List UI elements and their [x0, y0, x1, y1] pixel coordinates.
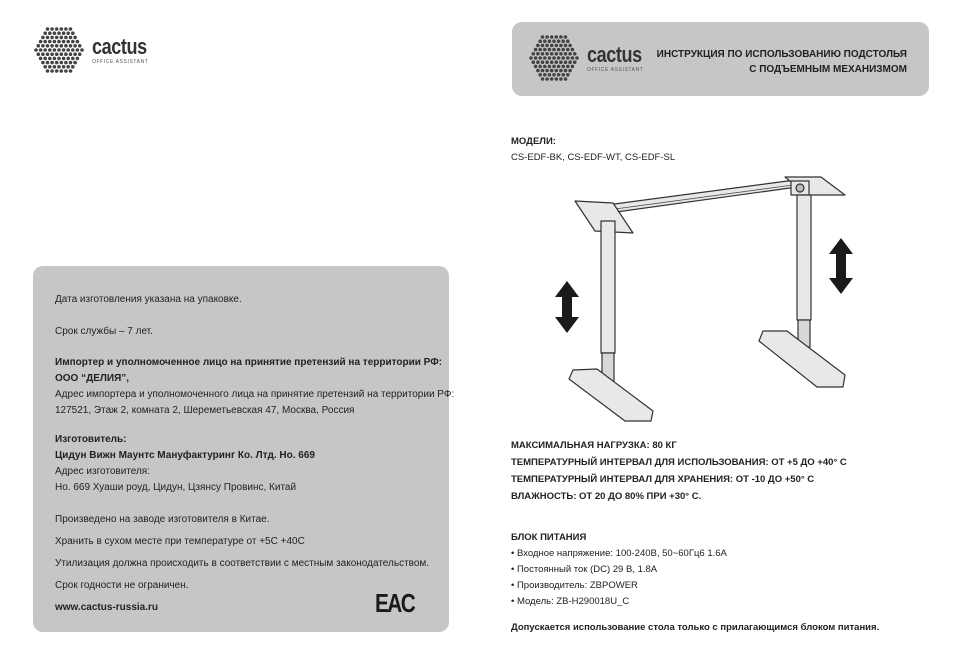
importer-address-line2: 127521, Этаж 2, комната 2, Шереметьевская 47, Москва, Россия [55, 405, 355, 416]
models-value: CS-EDF-BK, CS-EDF-WT, CS-EDF-SL [511, 152, 676, 163]
spec-temp-use: ТЕМПЕРАТУРНЫЙ ИНТЕРВАЛ ДЛЯ ИСПОЛЬЗОВАНИЯ: ОТ +5 ДО +40° С [511, 457, 847, 468]
disposal-text: Утилизация должна происходить в соответствии с местным законодательством. [55, 558, 430, 569]
models-label: МОДЕЛИ: [511, 136, 556, 147]
brand-logo-header [527, 32, 654, 84]
importer-address-line1: Адрес импортера и уполномоченного лица на принятие претензий на территории РФ: [55, 389, 455, 400]
spec-temp-storage: ТЕМПЕРАТУРНЫЙ ИНТЕРВАЛ ДЛЯ ХРАНЕНИЯ: ОТ -10 ДО +50° С [511, 474, 815, 485]
manufacture-date-text: Дата изготовления указана на упаковке. [55, 294, 242, 305]
spec-humidity: ВЛАЖНОСТЬ: ОТ 20 ДО 80% ПРИ +30° С. [511, 491, 702, 502]
brand-logo-left [32, 24, 159, 76]
importer-name: ООО “ДЕЛИЯ”, [55, 373, 130, 384]
power-item: • Входное напряжение: 100-240В, 50~60Гц6 1.6А [511, 548, 727, 559]
desk-frame-illustration [545, 165, 875, 430]
manufacturer-name: Цидун Вижн Маунтс Мануфактуринг Ко. Лтд. Но. 669 [55, 450, 315, 461]
manufacturer-address-label: Адрес изготовителя: [55, 466, 150, 477]
header-panel [512, 22, 929, 96]
storage-text: Хранить в сухом месте при температуре от +5С +40С [55, 536, 305, 547]
power-title: БЛОК ПИТАНИЯ [511, 532, 587, 543]
power-note: Допускается использование стола только с прилагающимся блоком питания. [511, 622, 880, 633]
title-line-1: ИНСТРУКЦИЯ ПО ИСПОЛЬЗОВАНИЮ ПОДСТОЛЬЯ [656, 49, 907, 60]
brand-name: cactus [92, 33, 147, 59]
cactus-logo-icon [32, 24, 86, 76]
brand-tagline: OFFICE ASSISTANT [92, 58, 149, 65]
manufacturer-address: Но. 669 Хуаши роуд, Цидун, Цзянсу Провинс, Китай [55, 482, 297, 493]
brand-tagline: OFFICE ASSISTANT [587, 66, 644, 73]
service-life-text: Срок службы – 7 лет. [55, 326, 153, 337]
power-item: • Производитель: ZBPOWER [511, 580, 638, 591]
shelf-life-text: Срок годности не ограничен. [55, 580, 189, 591]
importer-info-panel [33, 266, 455, 632]
brand-name: cactus [587, 41, 642, 67]
made-in-text: Произведено на заводе изготовителя в Китае. [55, 514, 270, 525]
website-link[interactable]: www.cactus-russia.ru [55, 602, 158, 613]
eac-mark: EAC [375, 588, 415, 618]
title-line-2: С ПОДЪЕМНЫМ МЕХАНИЗМОМ [749, 64, 907, 75]
power-item: • Модель: ZB-H290018U_C [511, 596, 630, 607]
manufacturer-heading: Изготовитель: [55, 434, 127, 445]
importer-heading: Импортер и уполномоченное лицо на принятие претензий на территории РФ: [55, 357, 443, 368]
power-item: • Постоянный ток (DC) 29 В, 1.8А [511, 564, 658, 575]
page-title [657, 47, 907, 77]
spec-max-load: МАКСИМАЛЬНАЯ НАГРУЗКА: 80 КГ [511, 440, 677, 451]
cactus-logo-icon [527, 32, 581, 84]
